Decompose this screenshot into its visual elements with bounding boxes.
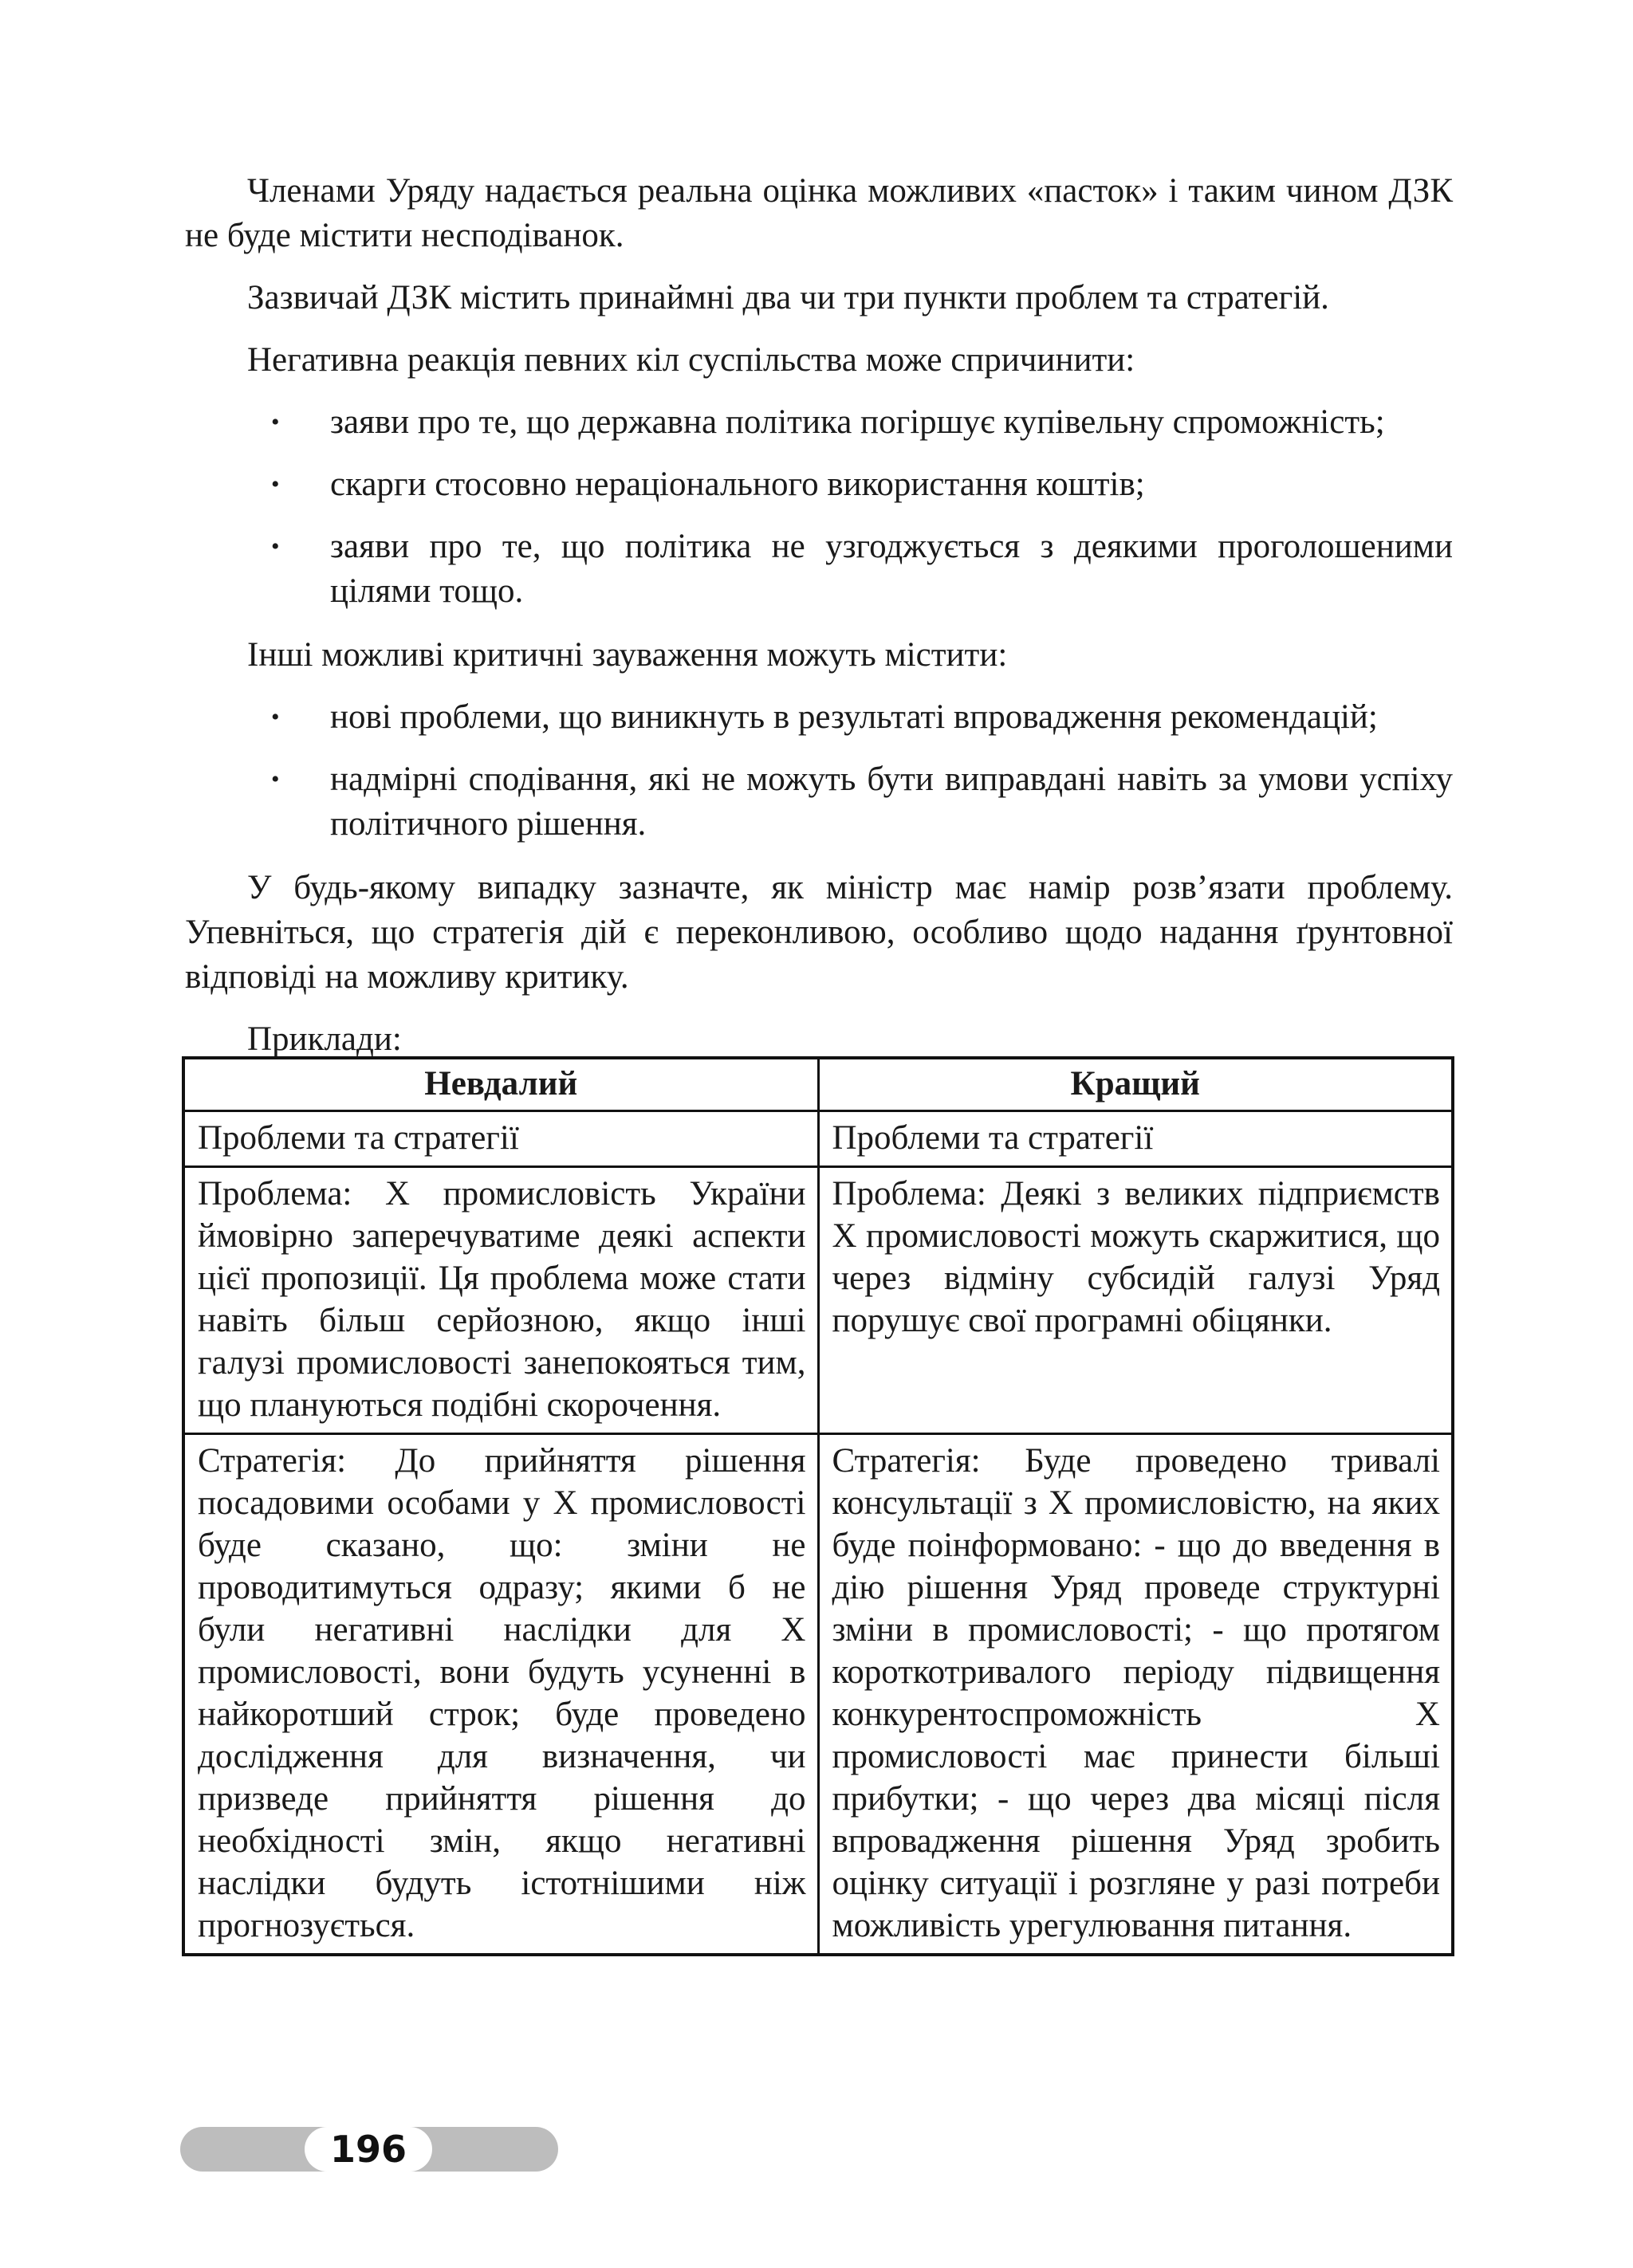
comparison-table [182, 1056, 1454, 1956]
list-item-text: надмірні сподівання, які не можуть бути виправдані навіть за умови успіху політичного рішення. [330, 761, 1453, 843]
table-row [183, 1434, 1453, 1956]
table-cell: Стратегія: Буде проведено тривалі консультації з X промисловістю, на яких буде поінформовано: - що до введення в дію рішення Уряд проведе структурні зміни в промисловості; - що протягом короткотривалого періоду підвищення конкурентоспроможність X промисловості має принести більші прибутки; - що через два місяці після впровадження рішення Уряд зробить оцінку ситуації і розгляне у разі потреби можливість урегулювання питання. [818, 1434, 1453, 1956]
header-bad: Невдалий [183, 1058, 818, 1111]
table-cell: Проблеми та стратегії [818, 1111, 1453, 1167]
list-item-text: заяви про те, що політика не узгоджується з деякими проголошеними цілями тощо. [330, 528, 1453, 610]
list-item [185, 525, 1453, 614]
list-item-text: нові проблеми, що виникнуть в результаті впровадження рекомендацій; [330, 698, 1378, 736]
bullet-icon: • [271, 409, 280, 435]
list-item [185, 462, 1453, 507]
negative-reactions-list [185, 400, 1453, 614]
table-cell: Проблема: X промисловість України ймовірно заперечуватиме деякі аспекти цієї пропозиції. Ця проблема може стати навіть більш серйозною, якщо інші галузі промисловості занепокояться тим, що плануються подібні скорочення. [183, 1167, 818, 1434]
list-item [185, 757, 1453, 847]
examples-label: Приклади: [247, 1020, 402, 1058]
list-item-text: скарги стосовно нераціонального використання коштів; [330, 466, 1145, 503]
bullet-icon: • [271, 533, 280, 560]
table-row [183, 1167, 1453, 1434]
table-header-row [183, 1058, 1453, 1111]
paragraph-5: У будь-якому випадку зазначте, як міністр має намір розв’язати проблему. Упевніться, що стратегія дій є переконливою, особливо щодо надання ґрунтовної відповіді на можливу критику. [185, 869, 1453, 996]
paragraph-2: Зазвичай ДЗК містить принаймні два чи три пункти проблем та стратегій. [247, 279, 1329, 316]
table-cell: Проблеми та стратегії [183, 1111, 818, 1167]
page-number: 196 [305, 2127, 432, 2172]
bullet-icon: • [271, 471, 280, 497]
list-item-text: заяви про те, що державна політика погіршує купівельну спроможність; [330, 403, 1385, 441]
bullet-icon: • [271, 704, 280, 730]
paragraph-1: Членами Уряду надається реальна оцінка можливих «пасток» і таким чином ДЗК не буде містити несподіванок. [185, 172, 1453, 254]
bullet-icon: • [271, 766, 280, 792]
paragraph-3: Негативна реакція певних кіл суспільства може спричинити: [247, 341, 1135, 379]
critical-remarks-list [185, 695, 1453, 847]
table-row [183, 1111, 1453, 1167]
header-better: Кращий [818, 1058, 1453, 1111]
list-item [185, 695, 1453, 740]
paragraph-4: Інші можливі критичні зауваження можуть містити: [247, 636, 1008, 674]
table-cell: Проблема: Деякі з великих підприємств X промисловості можуть скаржитися, що через відміну субсидій галузі Уряд порушує свої програмні обіцянки. [818, 1167, 1453, 1434]
list-item [185, 400, 1453, 445]
table-cell: Стратегія: До прийняття рішення посадовими особами у X промисловості буде сказано, що: зміни не проводитимуться одразу; якими б не були негативні наслідки для X промисловості, вони будуть усуненні в найкоротший строк; буде проведено дослідження для визначення, чи призведе прийняття рішення до необхідності змін, якщо негативні наслідки будуть істотнішими ніж прогнозується. [183, 1434, 818, 1956]
page-body [185, 169, 1453, 1081]
